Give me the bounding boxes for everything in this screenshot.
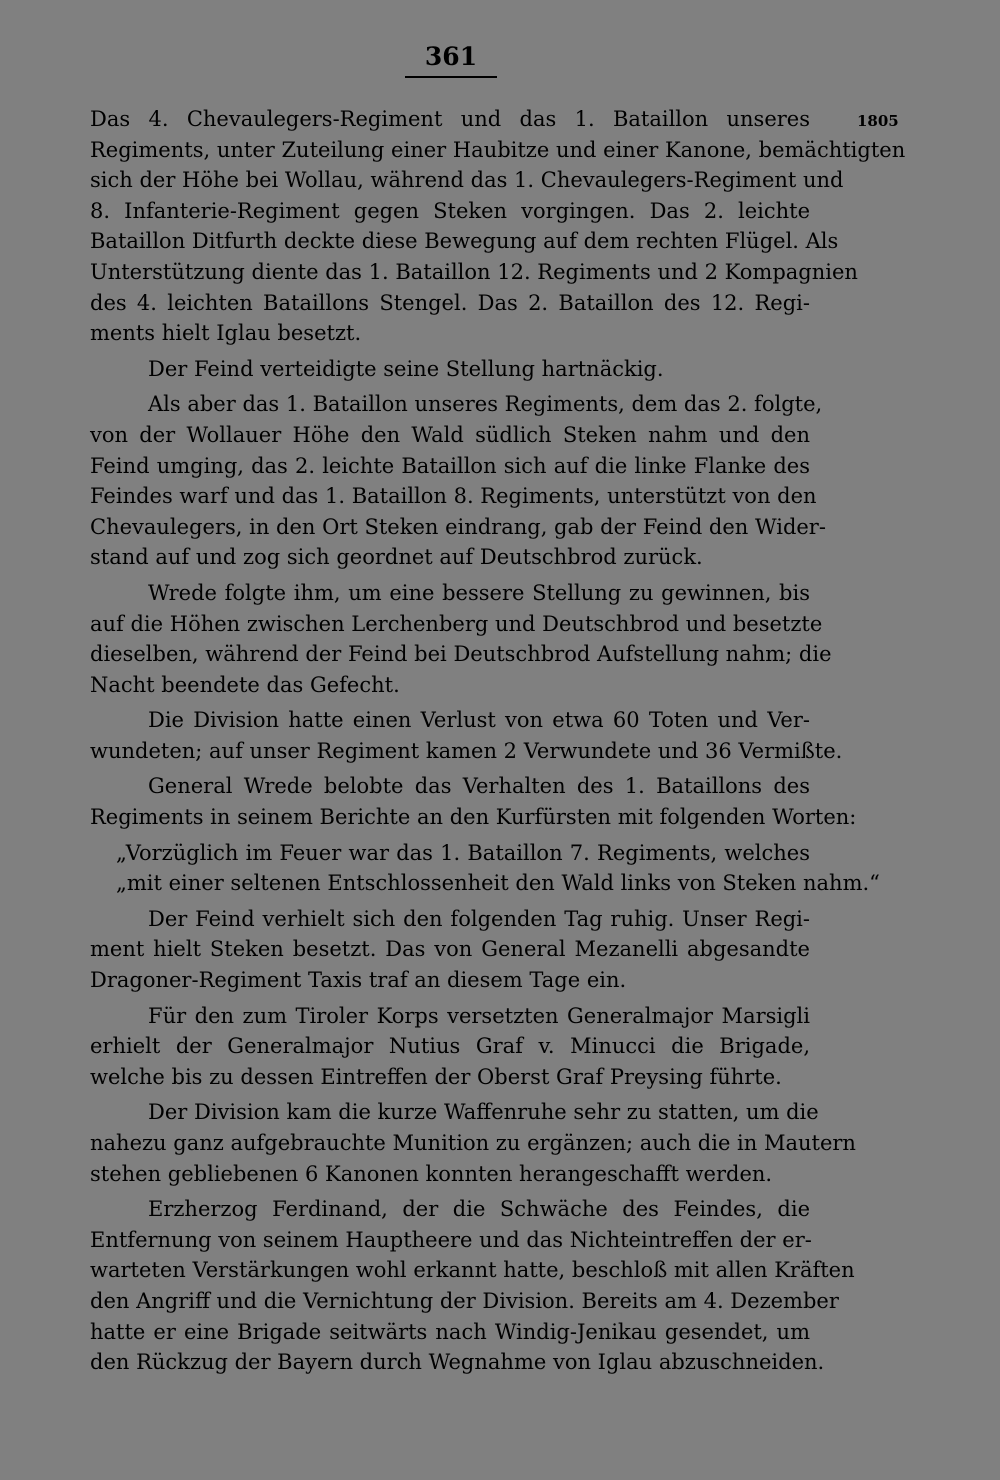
text-line: den Angriff und die Vernichtung der Division. Bereits am 4. Dezember — [90, 1288, 839, 1313]
text-line: nahezu ganz aufgebrauchte Munition zu ergänzen; auch die in Mautern — [90, 1131, 856, 1155]
text-line: Das 4. Chevaulegers-Regiment und das 1. Bataillon unseres — [90, 107, 810, 131]
text-line: Unterstützung diente das 1. Bataillon 12. Regiments und 2 Kompagnien — [90, 259, 858, 284]
text-line: Wrede folgte ihm, um eine bessere Stellung zu gewinnen, bis — [148, 580, 810, 605]
text-line: Der Feind verhielt sich den folgenden Tag ruhig. Unser Regi- — [148, 906, 810, 931]
text-line: Regiments, unter Zuteilung einer Haubitze und einer Kanone, bemächtigten — [90, 137, 906, 162]
paragraph — [90, 705, 843, 766]
page-number: 361 — [424, 42, 478, 71]
paragraph — [90, 578, 832, 700]
text-line: ments hielt Iglau besetzt. — [90, 321, 362, 346]
text-line: auf die Höhen zwischen Lerchenberg und Deutschbrod und besetzte — [90, 611, 823, 636]
text-line: Der Division kam die kurze Waffenruhe sehr zu statten, um die — [148, 1100, 819, 1125]
text-line: Entfernung von seinem Hauptheere und das Nichteintreffen der er- — [90, 1227, 812, 1252]
text-line: Regiments in seinem Berichte an den Kurfürsten mit folgenden Worten: — [90, 805, 857, 830]
text-line: des 4. leichten Bataillons Stengel. Das 2. Bataillon des 12. Regi- — [90, 290, 810, 315]
text-line: Chevaulegers, in den Ort Steken eindrang, gab der Feind den Wider- — [90, 514, 826, 539]
quotation — [90, 838, 880, 899]
text-line: stehen gebliebenen 6 Kanonen konnten herangeschafft werden. — [90, 1161, 773, 1186]
text-line: Für den zum Tiroler Korps versetzten Generalmajor Marsigli — [148, 1003, 810, 1028]
text-line: ment hielt Steken besetzt. Das von General Mezanelli abgesandte — [90, 937, 810, 962]
text-line: Als aber das 1. Bataillon unseres Regiments, dem das 2. folgte, — [148, 392, 823, 417]
text-line: 8. Infanterie-Regiment gegen Steken vorgingen. Das 2. leichte — [90, 198, 810, 223]
text-line: Feind umging, das 2. leichte Bataillon sich auf die linke Flanke des — [90, 453, 810, 478]
paragraph — [90, 389, 826, 573]
text-line: Feindes warf und das 1. Bataillon 8. Regiments, unterstützt von den — [90, 484, 817, 509]
paragraph — [90, 1097, 856, 1189]
text-line: sich der Höhe bei Wollau, während das 1. Chevaulegers-Regiment und — [90, 168, 844, 193]
text-line: Der Feind verteidigte seine Stellung hartnäckig. — [148, 356, 664, 381]
page-number-rule — [405, 76, 497, 78]
text-line: hatte er eine Brigade seitwärts nach Windig-Jenikau gesendet, um — [90, 1319, 810, 1344]
text-line: dieselben, während der Feind bei Deutschbrod Aufstellung nahm; die — [90, 642, 832, 667]
paragraph — [90, 1194, 855, 1378]
text-line: General Wrede belobte das Verhalten des 1. Bataillons des — [148, 774, 810, 799]
paragraph — [90, 771, 857, 832]
margin-year-note: 1805 — [857, 112, 899, 130]
text-line: von der Wollauer Höhe den Wald südlich Steken nahm und den — [90, 422, 810, 447]
text-line: den Rückzug der Bayern durch Wegnahme von Iglau abzuschneiden. — [90, 1350, 825, 1375]
paragraph — [90, 354, 810, 385]
text-line: „Vorzüglich im Feuer war das 1. Bataillon 7. Regiments, welches — [116, 840, 810, 865]
paragraph — [90, 904, 810, 996]
text-line: „mit einer seltenen Entschlossenheit den Wald links von Steken nahm.“ — [116, 871, 880, 896]
text-line: Die Division hatte einen Verlust von etwa 60 Toten und Ver- — [148, 708, 810, 733]
text-line: wundeten; auf unser Regiment kamen 2 Verwundete und 36 Vermißte. — [90, 738, 843, 763]
text-line: Bataillon Ditfurth deckte diese Bewegung auf dem rechten Flügel. Als — [90, 229, 839, 254]
text-line: Nacht beendete das Gefecht. — [90, 672, 400, 697]
text-line: Dragoner-Regiment Taxis traf an diesem Tage ein. — [90, 968, 627, 993]
text-line: erhielt der Generalmajor Nutius Graf v. Minucci die Brigade, — [90, 1034, 810, 1059]
text-line: welche bis zu dessen Eintreffen der Oberst Graf Preysing führte. — [90, 1064, 782, 1089]
text-line: warteten Verstärkungen wohl erkannt hatte, beschloß mit allen Kräften — [90, 1258, 855, 1283]
paragraph — [90, 1001, 810, 1093]
text-line: Erzherzog Ferdinand, der die Schwäche des Feindes, die — [148, 1197, 810, 1222]
text-line: stand auf und zog sich geordnet auf Deutschbrod zurück. — [90, 545, 703, 570]
